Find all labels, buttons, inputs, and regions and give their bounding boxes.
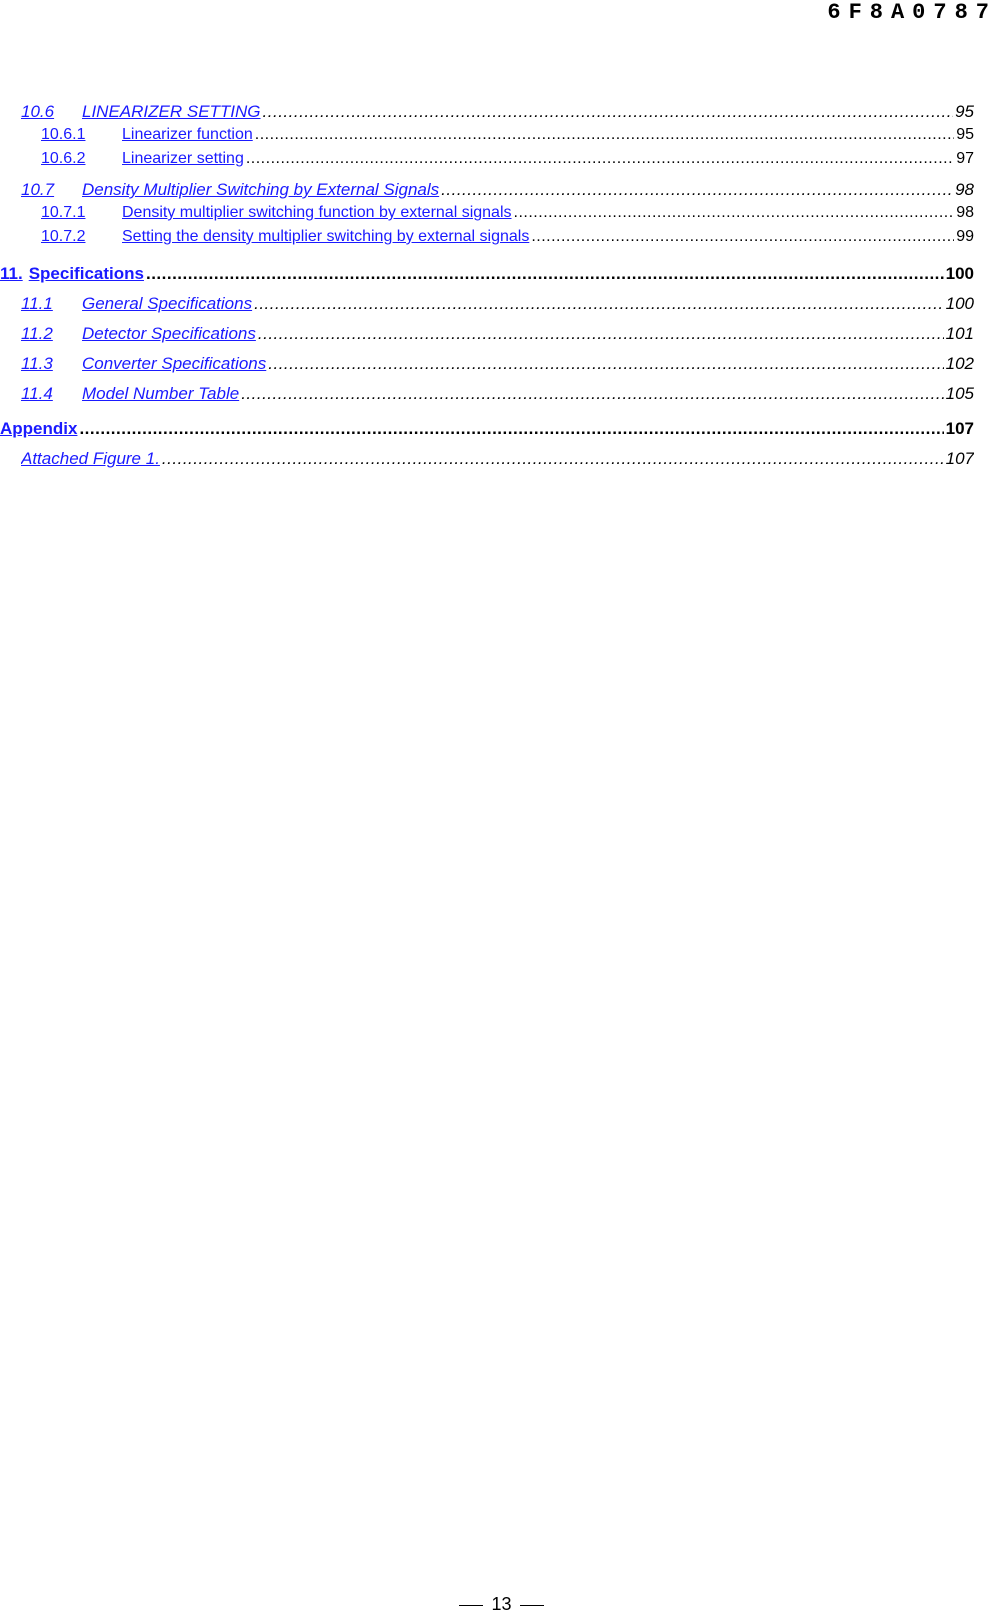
toc-entry-page: 100 bbox=[945, 264, 974, 283]
toc-entry-page: 107 bbox=[945, 419, 974, 438]
toc-entry-page: 101 bbox=[945, 324, 974, 343]
toc-entry-number[interactable]: 10.6 bbox=[21, 102, 55, 121]
toc-entry-number[interactable]: 10.6.2 bbox=[41, 150, 86, 167]
toc-entry-11-1[interactable] bbox=[21, 294, 974, 314]
footer-dash-right bbox=[520, 1605, 544, 1606]
toc-entry-page: 95 bbox=[955, 102, 974, 121]
document-id: 6F8A0787 bbox=[827, 0, 997, 25]
toc-entry-11-3[interactable] bbox=[21, 354, 974, 374]
toc-entry-11[interactable] bbox=[0, 264, 974, 284]
toc-entry-number[interactable]: 11.3 bbox=[21, 354, 53, 373]
dot-leader bbox=[162, 449, 944, 469]
toc-entry-10-6[interactable] bbox=[21, 102, 974, 122]
toc-entry-10-7-2[interactable] bbox=[41, 228, 974, 246]
dot-leader bbox=[263, 102, 954, 122]
toc-entry-10-6-1[interactable] bbox=[41, 126, 974, 144]
toc-entry-title[interactable]: Setting the density multiplier switching by external signals bbox=[122, 228, 530, 245]
toc-entry-title[interactable]: Attached Figure 1. bbox=[21, 449, 160, 468]
toc-entry-title[interactable]: Linearizer setting bbox=[122, 150, 244, 167]
toc-entry-page: 99 bbox=[956, 228, 974, 245]
toc-entry-number[interactable]: 10.6.1 bbox=[41, 126, 86, 143]
toc-entry-number[interactable]: 11. bbox=[0, 264, 23, 283]
toc-entry-title[interactable]: Specifications bbox=[28, 264, 144, 283]
dot-leader bbox=[258, 324, 944, 344]
toc-entry-number[interactable]: 10.7.2 bbox=[41, 228, 86, 245]
toc-entry-appendix[interactable] bbox=[0, 419, 974, 439]
dot-leader bbox=[531, 228, 954, 246]
dot-leader bbox=[246, 150, 954, 168]
toc-entry-title[interactable]: General Specifications bbox=[82, 294, 253, 313]
toc-entry-number[interactable]: 11.2 bbox=[21, 324, 53, 343]
toc-entry-10-7-1[interactable] bbox=[41, 204, 974, 222]
page-footer bbox=[0, 1594, 1003, 1615]
dot-leader bbox=[254, 294, 944, 314]
footer-dash-left bbox=[459, 1605, 483, 1606]
dot-leader bbox=[241, 384, 943, 404]
toc-entry-attached-figure-1[interactable] bbox=[21, 449, 974, 469]
dot-leader bbox=[514, 204, 955, 222]
dot-leader bbox=[441, 180, 953, 200]
toc-entry-title[interactable]: Appendix bbox=[0, 419, 78, 438]
toc-entry-title[interactable]: Density multiplier switching function by external signals bbox=[122, 204, 512, 221]
page-number: 13 bbox=[491, 1594, 512, 1614]
toc-entry-title[interactable]: LINEARIZER SETTING bbox=[82, 102, 261, 121]
toc-entry-title[interactable]: Density Multiplier Switching by External Signals bbox=[82, 180, 440, 199]
toc-entry-page: 107 bbox=[945, 449, 974, 468]
dot-leader bbox=[79, 419, 943, 439]
toc-entry-10-7[interactable] bbox=[21, 180, 974, 200]
toc-entry-number[interactable]: 11.4 bbox=[21, 384, 53, 403]
toc-entry-page: 95 bbox=[956, 126, 974, 143]
toc-entry-page: 100 bbox=[945, 294, 974, 313]
toc-entry-number[interactable]: 11.1 bbox=[21, 294, 53, 313]
toc-entry-page: 102 bbox=[945, 354, 974, 373]
dot-leader bbox=[255, 126, 954, 144]
toc-entry-11-2[interactable] bbox=[21, 324, 974, 344]
toc-entry-page: 98 bbox=[955, 180, 974, 199]
toc-entry-title[interactable]: Detector Specifications bbox=[82, 324, 256, 343]
toc-entry-page: 105 bbox=[945, 384, 974, 403]
toc-entry-number[interactable]: 10.7 bbox=[21, 180, 55, 199]
toc-entry-title[interactable]: Model Number Table bbox=[82, 384, 240, 403]
toc-entry-number[interactable]: 10.7.1 bbox=[41, 204, 86, 221]
dot-leader bbox=[146, 264, 944, 284]
toc-entry-11-4[interactable] bbox=[21, 384, 974, 404]
toc-entry-10-6-2[interactable] bbox=[41, 150, 974, 168]
toc-entry-page: 97 bbox=[956, 150, 974, 167]
dot-leader bbox=[268, 354, 943, 374]
toc-entry-title[interactable]: Converter Specifications bbox=[82, 354, 267, 373]
toc-entry-page: 98 bbox=[956, 204, 974, 221]
toc-entry-title[interactable]: Linearizer function bbox=[122, 126, 253, 143]
